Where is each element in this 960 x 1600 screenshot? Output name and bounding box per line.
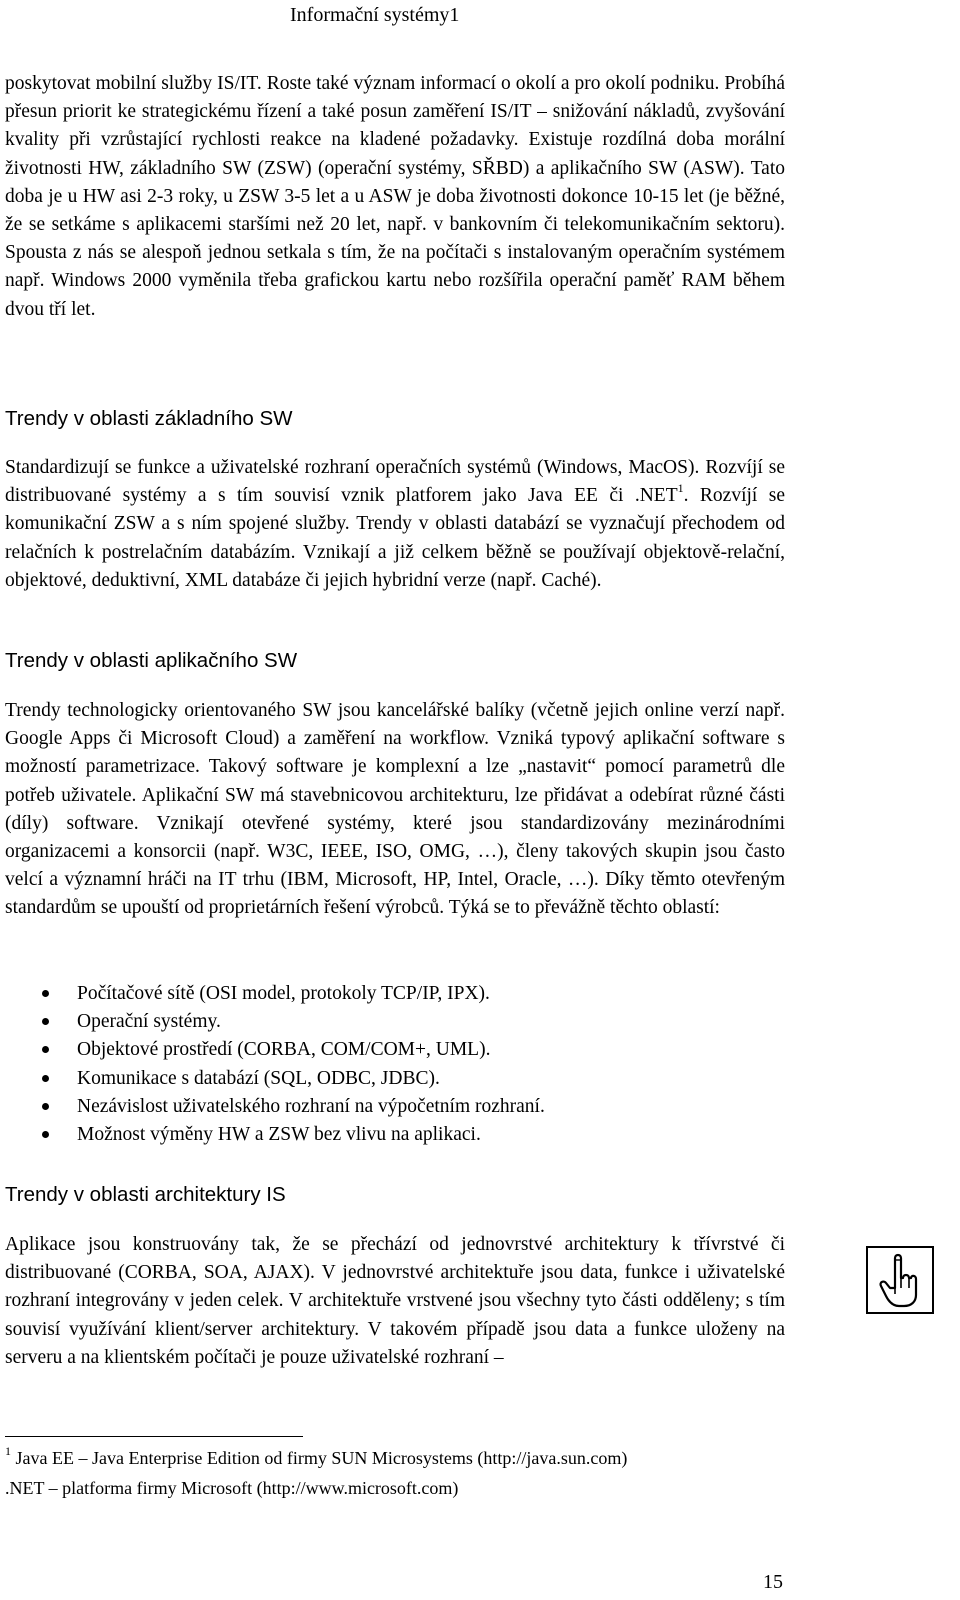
footnote-2: .NET – platforma firmy Microsoft (http://www.microsoft.com) bbox=[5, 1478, 459, 1498]
paragraph-zakladni-sw-part1: Standardizují se funkce a uživatelské rozhraní operačních systémů (Windows, MacOS). Rozvíjí se distribuované systémy a s tím souvisí vznik platforem jako Java EE či .NET bbox=[5, 457, 785, 507]
bullet-icon bbox=[42, 1046, 49, 1053]
bullet-icon bbox=[42, 1131, 49, 1138]
footnote-mark: 1 bbox=[5, 1444, 11, 1458]
list-item: Nezávislost uživatelského rozhraní na výpočetním rozhraní. bbox=[5, 1093, 785, 1121]
footnote-1: $^1$ Java EE – Java Enterprise Edition od firmy SUN Microsystems (http://java.sun.com) bbox=[5, 1444, 628, 1468]
heading-architektura-is: Trendy v oblasti architektury IS bbox=[5, 1183, 286, 1206]
paragraph-zakladni-sw-part2: . Rozvíjí se komunikační ZSW a s ním spojené služby. Trendy v oblasti databází se vyznačují přechodem od relačních k postrelačním databázím. Vznikají a již celkem běžně se používají objektově-relační, objektové, deduktivní, XML databáze či jejich hybridní verze (např. Caché). bbox=[5, 485, 785, 591]
pointing-finger-icon bbox=[866, 1246, 934, 1314]
areas-list bbox=[5, 980, 785, 1149]
paragraph-architektura-is: Aplikace jsou konstruovány tak, že se přechází od jednovrstvé architektury k třívrstvé či distribuované (CORBA, SOA, AJAX). V jednovrstvé architektuře jsou data, funkce i uživatelské rozhraní integrovány v jeden celek. V architektuře vrstvené jsou všechny tyto části odděleny; s tím souvisí využívání klient/server architektury. V takovém případě jsou data a funkce uloženy na serveru a na klientském počítači je pouze uživatelské rozhraní – bbox=[5, 1234, 785, 1368]
running-header: Informační systémy1 bbox=[290, 4, 460, 26]
bullet-icon bbox=[42, 1075, 49, 1082]
heading-aplikacni-sw: Trendy v oblasti aplikačního SW bbox=[5, 649, 298, 672]
footnote-ref: 1 bbox=[677, 480, 684, 495]
paragraph-aplikacni-sw: Trendy technologicky orientovaného SW jsou kancelářské balíky (včetně jejich online verzí např. Google Apps či Microsoft Cloud) a zaměření na workflow. Vzniká typový aplikační software s možností parametrizace. Takový software je komplexní a lze „nastavit“ pomocí parametrů dle potřeb uživatele. Aplikační SW má stavebnicovou architekturu, lze přidávat a odebírat různé části (díly) software. Vznikají otevřené systémy, které jsou standardizovány mezinárodními organizacemi a konsorcii (např. W3C, IEEE, ISO, OMG, …), členy takových skupin jsou často velcí a významní hráči na IT trhu (IBM, Microsoft, HP, Intel, Oracle, …). Díky těmto otevřeným standardům se upouští od proprietárních řešení výrobců. Týká se to převážně těchto oblastí: bbox=[5, 700, 785, 919]
paragraph-zakladni-sw bbox=[5, 454, 785, 595]
footnote-divider bbox=[5, 1436, 303, 1437]
list-item: Počítačové sítě (OSI model, protokoly TCP/IP, IPX). bbox=[5, 980, 785, 1008]
heading-zakladni-sw: Trendy v oblasti základního SW bbox=[5, 407, 293, 430]
list-item: Možnost výměny HW a ZSW bez vlivu na aplikaci. bbox=[5, 1121, 785, 1149]
list-item: Komunikace s databází (SQL, ODBC, JDBC). bbox=[5, 1065, 785, 1093]
page-number: 15 bbox=[763, 1571, 783, 1593]
bullet-icon bbox=[42, 1103, 49, 1110]
bullet-icon bbox=[42, 990, 49, 997]
intro-paragraph: poskytovat mobilní služby IS/IT. Roste také význam informací o okolí a pro okolí podniku. Probíhá přesun priorit ke strategickému řízení a také posun zaměření IS/IT – snižování nákladů, zvyšování kvality při vzrůstající rychlosti reakce na kladené požadavky. Existuje rozdílná doba morální životnosti HW, základního SW (ZSW) (operační systémy, SŘBD) a aplikačního SW (ASW). Tato doba je u HW asi 2-3 roky, u ZSW 3-5 let a u ASW je doba životnosti dokonce 10-15 let (je běžné, že se setkáme s aplikacemi staršími než 20 let, např. v bankovním či telekomunikačním sektoru). Spousta z nás se alespoň jednou setkala s tím, že na počítači s instalovaným operačním systémem např. Windows 2000 vyměnila třeba grafickou kartu nebo rozšířila operační paměť RAM během dvou tří let. bbox=[5, 73, 785, 320]
list-item: Operační systémy. bbox=[5, 1008, 785, 1036]
bullet-icon bbox=[42, 1018, 49, 1025]
list-item: Objektové prostředí (CORBA, COM/COM+, UML). bbox=[5, 1036, 785, 1064]
